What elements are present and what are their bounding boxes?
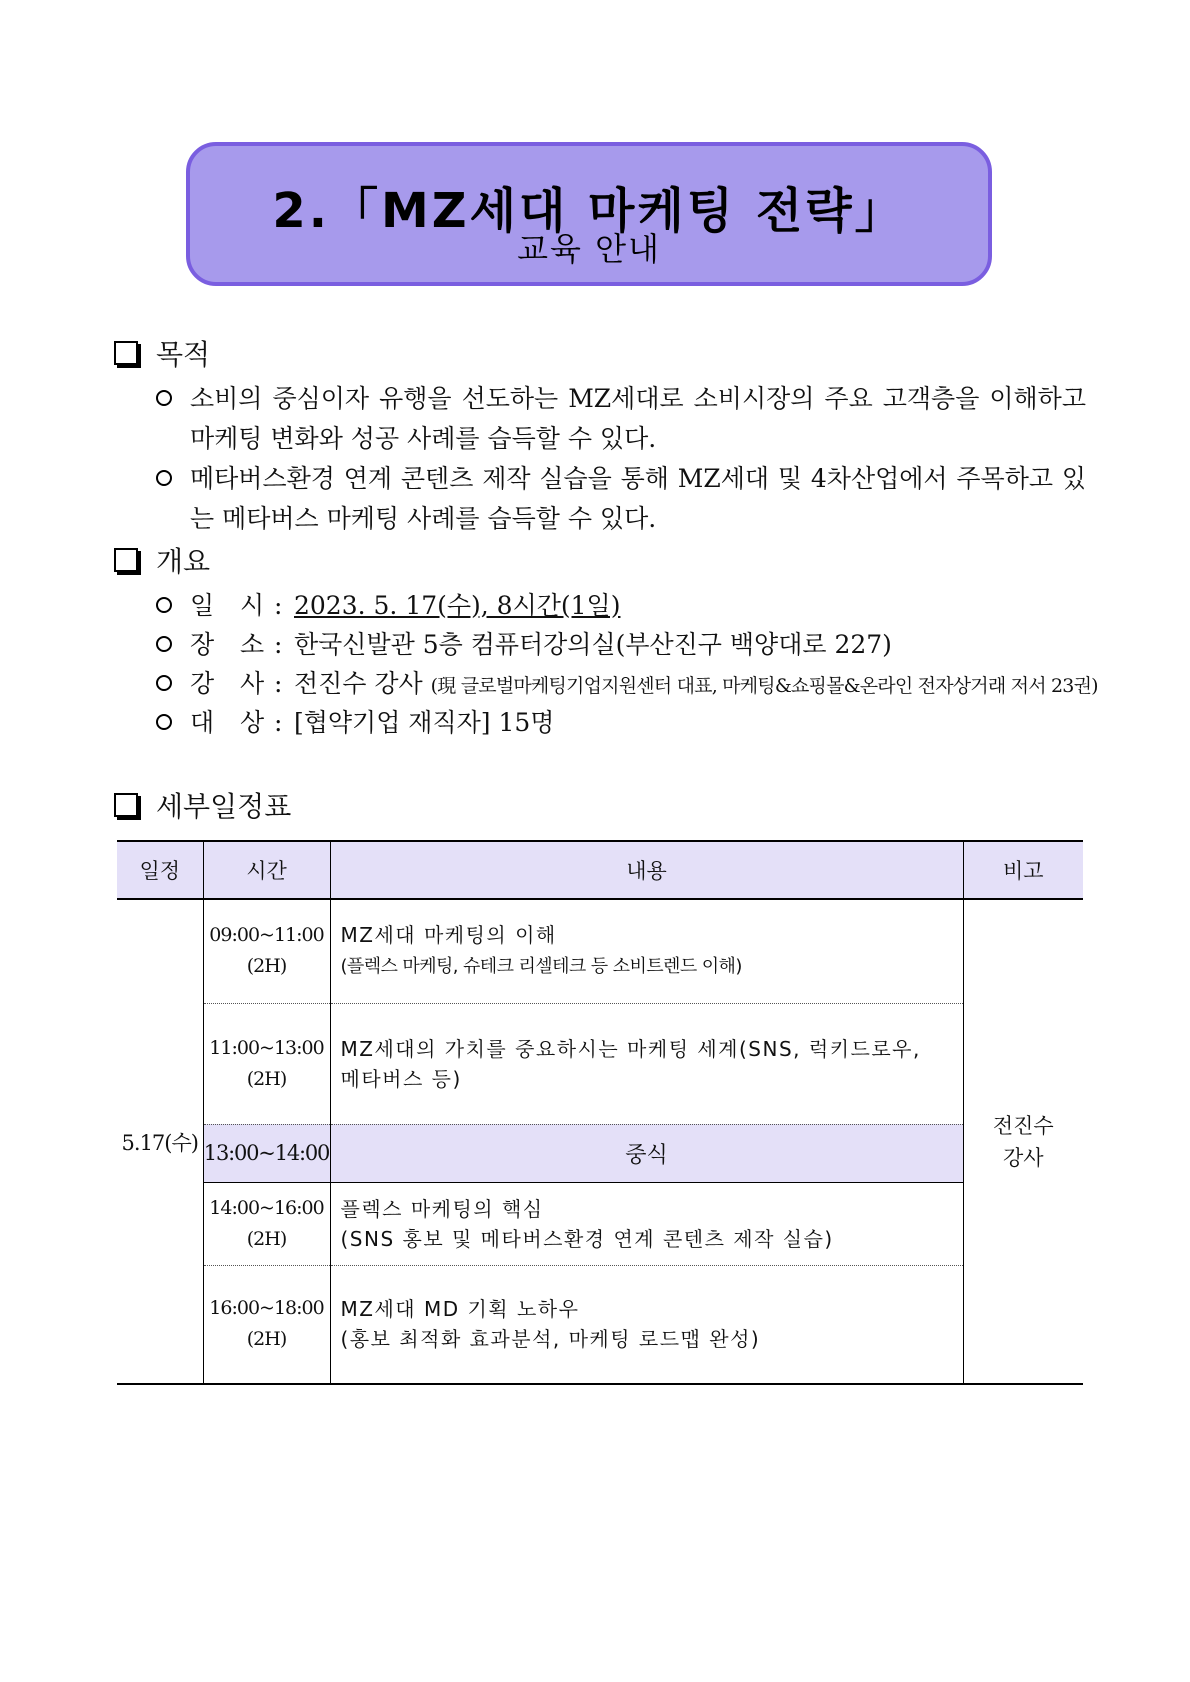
table-header-row [117,841,1083,899]
row-label: 강 사 [190,669,265,698]
purpose-item-1 [156,379,1086,459]
circle-bullet-icon [156,597,172,613]
page-title: 2.「MZ세대 마케팅 전략」 [272,183,906,239]
page-subtitle: 교육 안내 [517,230,661,268]
content-cell: MZ세대의 가치를 중요하시는 마케팅 세계(SNS, 럭키드로우, 메타버스 등) [330,1003,963,1124]
remark-cell: 전진수 강사 [963,899,1083,1384]
purpose-item-text: 소비의 중심이자 유행을 선도하는 MZ세대로 소비시장의 주요 고객층을 이해하고 마케팅 변화와 성공 사례를 습득할 수 있다. [190,384,1086,453]
row-value: 한국신발관 5층 컴퓨터강의실(부산진구 백양대로 227) [294,630,892,659]
header-content: 내용 [330,841,963,899]
circle-bullet-icon [156,675,172,691]
lunch-row [117,1124,1083,1182]
time-cell: 14:00~16:00 (2H) [203,1182,330,1265]
content-cell: MZ세대 마케팅의 이해 (플렉스 마케팅, 슈테크 리셀테크 등 소비트렌드 이해) [330,899,963,1003]
section-heading-purpose [114,333,210,373]
circle-bullet-icon [156,714,172,730]
row-label: 일 시 [190,591,265,620]
header-date: 일정 [117,841,203,899]
checkbox-square-icon [114,793,138,817]
row-value: 2023. 5. 17(수), 8시간(1일) [294,591,621,620]
header-remark: 비고 [963,841,1083,899]
schedule-table [117,840,1083,1385]
time-cell: 11:00~13:00 (2H) [203,1003,330,1124]
lunch-label: 중식 [330,1124,963,1182]
header-time: 시간 [203,841,330,899]
row-value: 전진수 강사 (現 글로벌마케팅기업지원센터 대표, 마케팅&쇼핑몰&온라인 전자상거래 저서 23권) [294,669,1098,698]
time-cell: 09:00~11:00 (2H) [203,899,330,1003]
row-label: 대 상 [190,708,265,737]
circle-bullet-icon [156,390,172,406]
section-heading-overview [114,540,210,580]
section-title: 목적 [156,338,211,371]
date-cell: 5.17(수) [117,899,203,1384]
table-row [117,1182,1083,1265]
section-title: 개요 [156,545,211,578]
content-cell: MZ세대 MD 기획 노하우 (홍보 최적화 효과분석, 마케팅 로드맵 완성) [330,1265,963,1384]
title-banner [186,142,992,286]
row-value: [협약기업 재직자] 15명 [294,708,555,737]
table-row [117,1265,1083,1384]
circle-bullet-icon [156,470,172,486]
purpose-item-text: 메타버스환경 연계 콘텐츠 제작 실습을 통해 MZ세대 및 4차산업에서 주목하고 있는 메타버스 마케팅 사례를 습득할 수 있다. [190,464,1086,533]
circle-bullet-icon [156,636,172,652]
time-cell: 16:00~18:00 (2H) [203,1265,330,1384]
purpose-item-2 [156,459,1086,539]
checkbox-square-icon [114,548,138,572]
section-title: 세부일정표 [156,790,292,823]
section-heading-schedule [114,785,291,825]
content-cell: 플렉스 마케팅의 핵심 (SNS 홍보 및 메타버스환경 연계 콘텐츠 제작 실습) [330,1182,963,1265]
lunch-time: 13:00~14:00 [203,1124,330,1182]
table-row [117,899,1083,1003]
checkbox-square-icon [114,341,138,365]
table-row [117,1003,1083,1124]
instructor-note: (現 글로벌마케팅기업지원센터 대표, 마케팅&쇼핑몰&온라인 전자상거래 저서 23권) [430,675,1098,697]
row-label: 장 소 [190,630,265,659]
